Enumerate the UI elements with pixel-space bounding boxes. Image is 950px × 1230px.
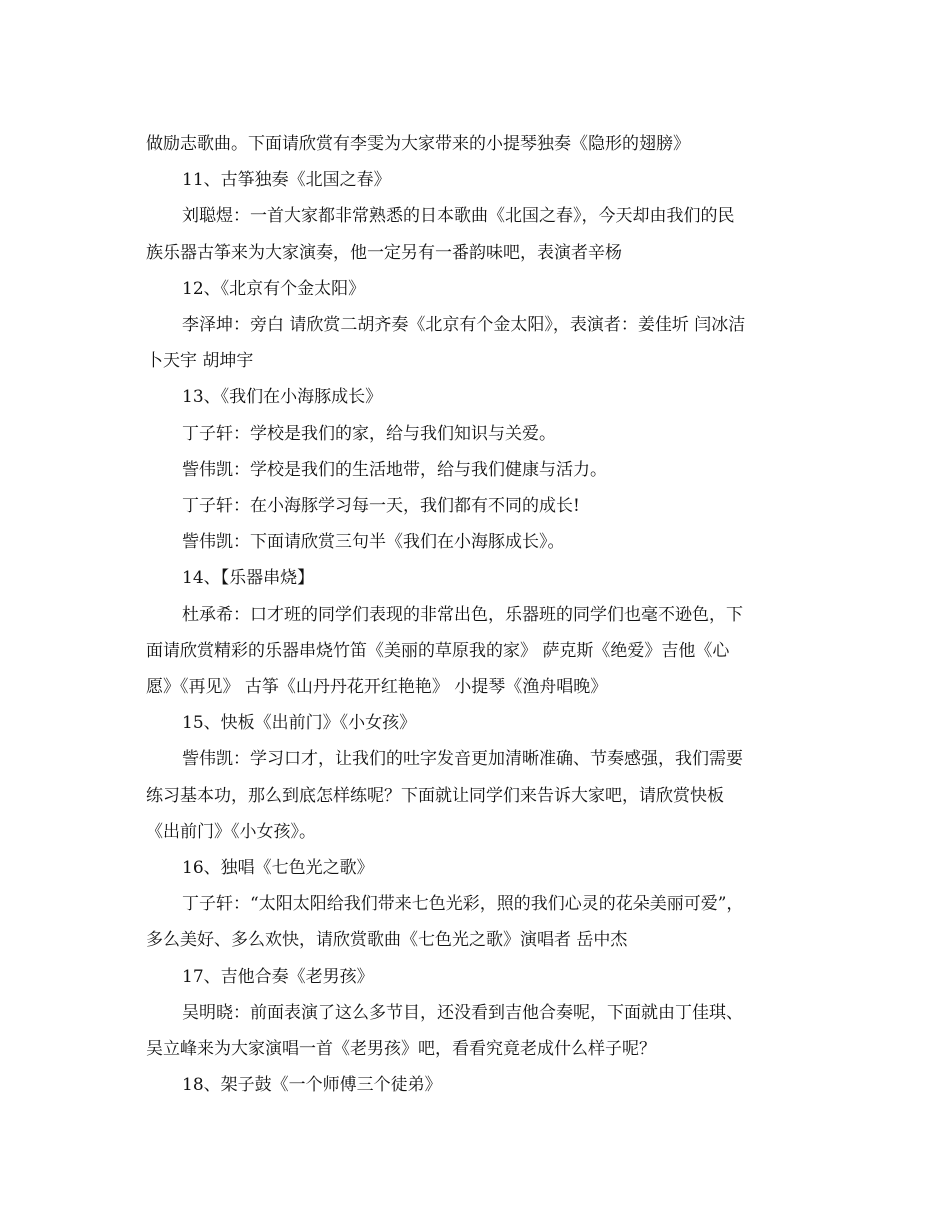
text-line: 卜天宇 胡坤宇 <box>146 351 254 372</box>
text-line: 杜承希：口才班的同学们表现的非常出色，乐器班的同学们也毫不逊色，下 <box>182 604 743 625</box>
text-line: 李泽坤：旁白 请欣赏二胡齐奏《北京有个金太阳》，表演者：姜佳圻 闫冰洁 <box>182 315 746 336</box>
document-body <box>146 126 806 1103</box>
text-line: 刘聪煜：一首大家都非常熟悉的日本歌曲《北国之春》，今天却由我们的民 <box>182 206 735 227</box>
text-line: 吴立峰来为大家演唱一首《老男孩》吧，看看究竟老成什么样子呢？ <box>146 1039 656 1060</box>
text-line: 做励志歌曲。下面请欣赏有李雯为大家带来的小提琴独奏《隐形的翅膀》 <box>146 134 690 154</box>
text-line: 愿》《再见》 古筝《山丹丹花开红艳艳》 小提琴《渔舟唱晚》 <box>146 677 608 698</box>
text-line: 丁子轩：“太阳太阳给我们带来七色光彩，照的我们心灵的花朵美丽可爱”， <box>182 894 744 915</box>
text-line: 《出前门》《小女孩》。 <box>146 821 316 842</box>
text-line: 14、【乐器串烧】 <box>182 568 315 589</box>
text-line: 15、快板《出前门》《小女孩》 <box>182 713 417 734</box>
text-line: 17、吉他合奏《老男孩》 <box>182 966 374 987</box>
text-line: 訾伟凯：学习口才，让我们的吐字发音更加清晰准确、节奏感强，我们需要 <box>182 749 743 770</box>
text-line: 訾伟凯：学校是我们的生活地带，给与我们健康与活力。 <box>182 459 607 480</box>
text-line: 面请欣赏精彩的乐器串烧竹笛《美丽的草原我的家》 萨克斯《绝爱》吉他《心 <box>146 640 730 661</box>
text-line: 訾伟凯：下面请欣赏三句半《我们在小海豚成长》。 <box>182 532 565 553</box>
text-line: 18、架子鼓《一个师傅三个徒弟》 <box>182 1075 442 1096</box>
text-line: 11、古筝独奏《北国之春》 <box>182 170 391 191</box>
text-line: 13、《我们在小海豚成长》 <box>182 387 383 408</box>
text-line: 16、独唱《七色光之歌》 <box>182 858 374 879</box>
text-line: 吴明晓：前面表演了这么多节目，还没看到吉他合奏呢，下面就由丁佳琪、 <box>182 1002 743 1023</box>
text-line: 多么美好、多么欢快，请欣赏歌曲《七色光之歌》演唱者 岳中杰 <box>146 930 628 951</box>
text-line: 丁子轩：学校是我们的家，给与我们知识与关爱。 <box>182 423 556 444</box>
text-line: 练习基本功，那么到底怎样练呢？下面就让同学们来告诉大家吧，请欣赏快板 <box>146 785 724 806</box>
text-line: 12、《北京有个金太阳》 <box>182 278 366 299</box>
text-line: 丁子轩：在小海豚学习每一天，我们都有不同的成长! <box>182 496 580 517</box>
text-line: 族乐器古筝来为大家演奏，他一定另有一番韵味吧，表演者辛杨 <box>146 242 622 263</box>
